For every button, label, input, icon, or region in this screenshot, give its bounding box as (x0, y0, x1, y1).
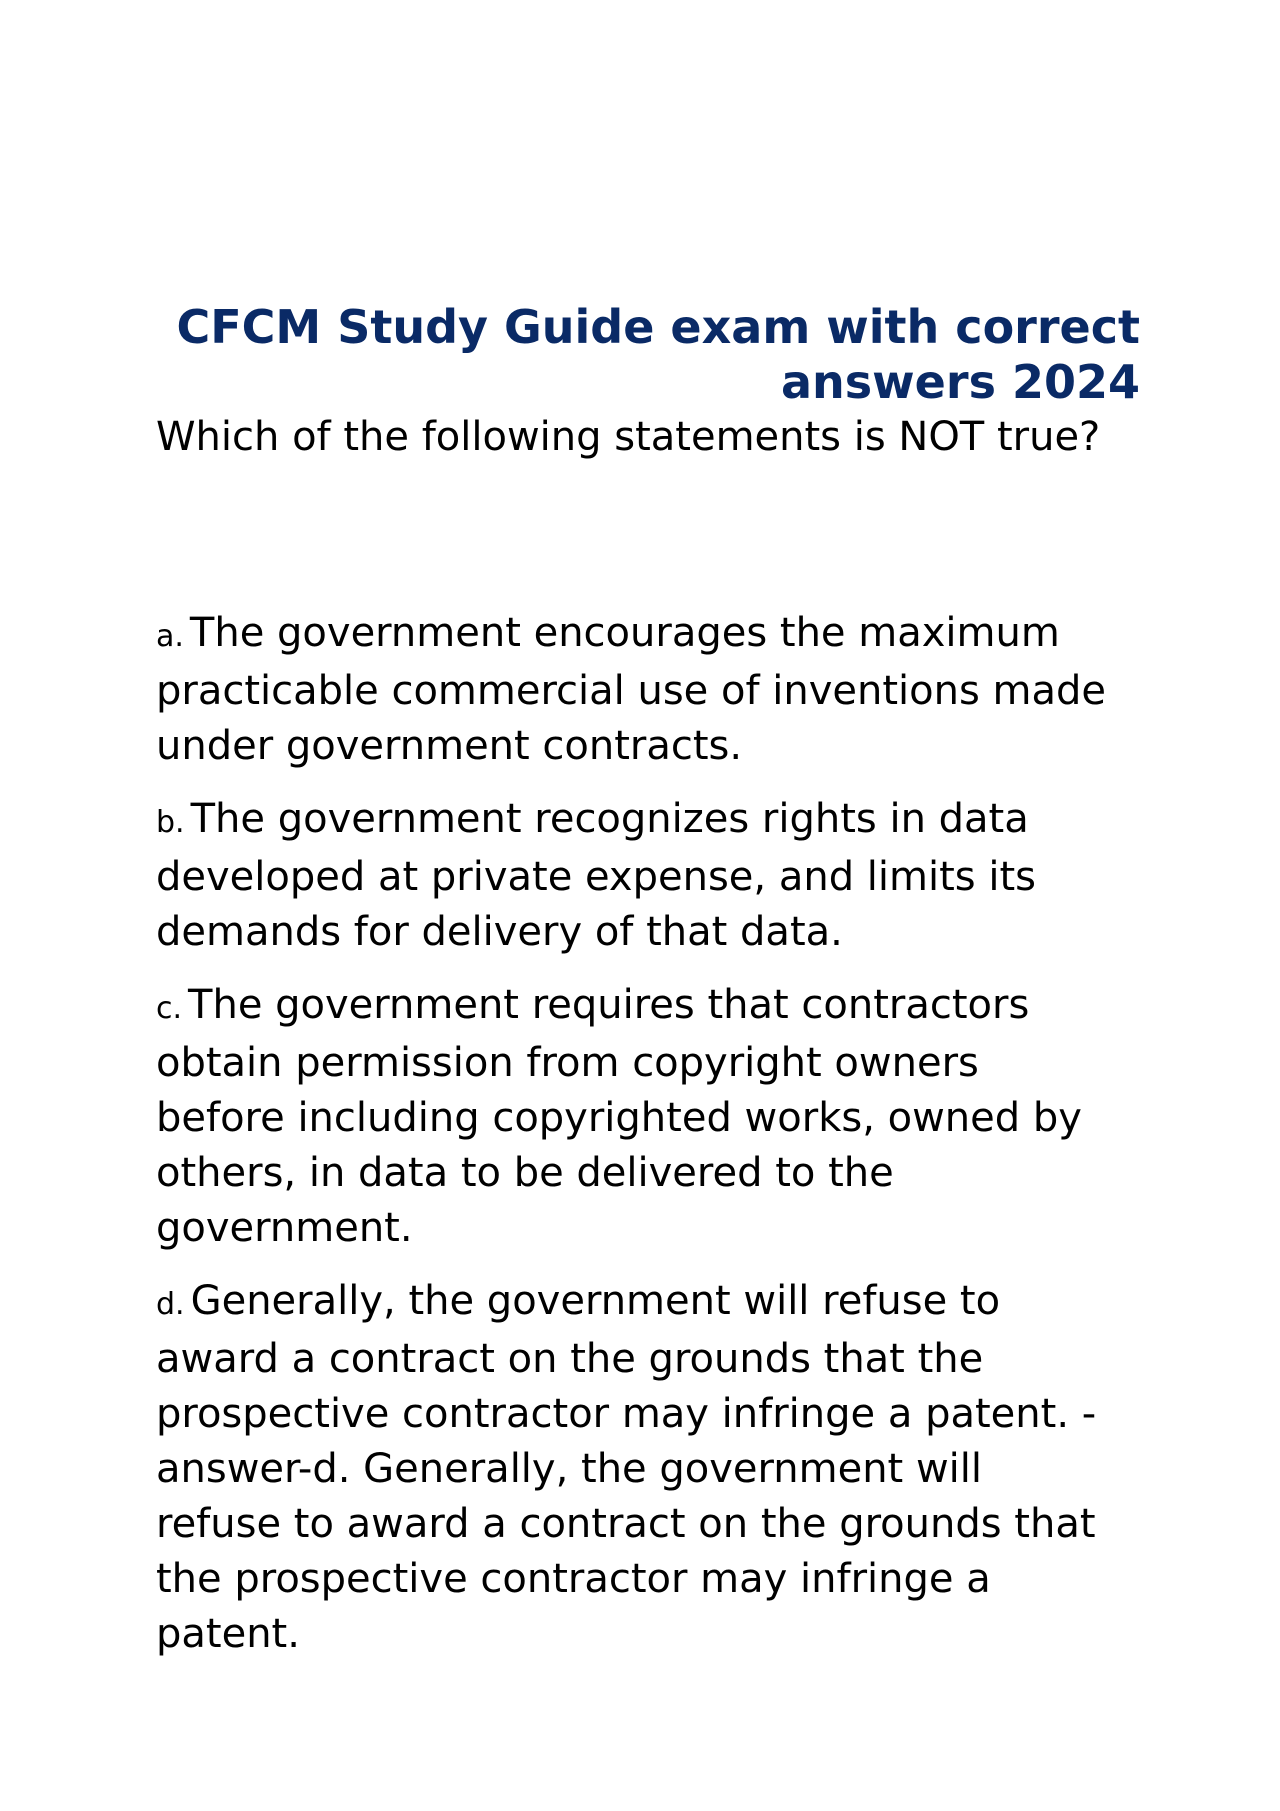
option-b-letter: b. (156, 805, 185, 840)
document-title: CFCM Study Guide exam with correct answers 2024 (176, 300, 1140, 409)
answer-options (156, 606, 1116, 1680)
option-b-text: The government recognizes rights in data developed at private expense, and limits its demands for delivery of that data. (156, 796, 1036, 955)
option-a-text: The government encourages the maximum practicable commercial use of inventions made under government contracts. (156, 610, 1107, 769)
option-d (156, 1274, 1116, 1662)
option-a (156, 606, 1116, 774)
question-text: Which of the following statements is NOT true? (156, 414, 1101, 460)
option-d-text: Generally, the government will refuse to award a contract on the grounds that the prospective contractor may infringe a patent. - answer-d. Generally, the government will refuse to award a contract on the grounds that the prospective contractor may infringe a patent. (156, 1278, 1097, 1657)
option-b (156, 792, 1116, 960)
option-c (156, 978, 1116, 1256)
option-c-text: The government requires that contractors obtain permission from copyright owners before including copyrighted works, owned by others, in data to be delivered to the government. (156, 982, 1082, 1251)
option-a-letter: a. (156, 619, 184, 654)
option-d-letter: d. (156, 1287, 185, 1322)
option-c-letter: c. (156, 991, 183, 1026)
